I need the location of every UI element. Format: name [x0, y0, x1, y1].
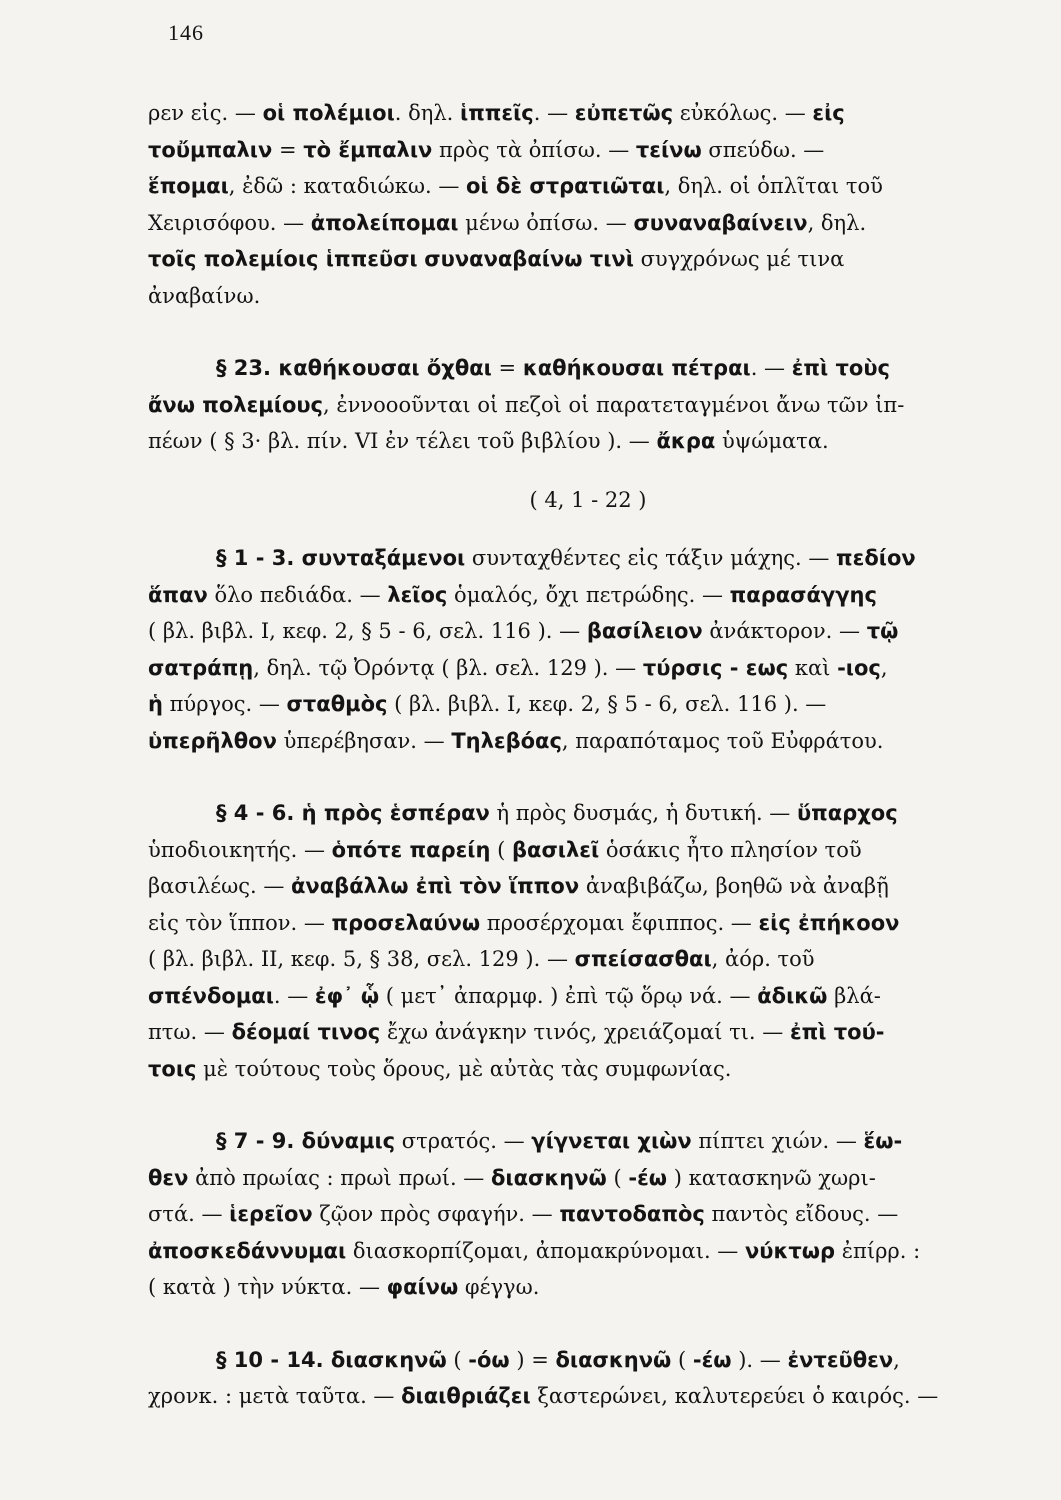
gloss-text: ζῷον πρὸς σφαγήν. — [312, 1202, 560, 1226]
text-line [148, 1160, 1028, 1197]
headword: § 1 - 3. συνταξάμενοι [216, 546, 466, 570]
text-line [148, 350, 1028, 387]
headword: -ιος [837, 655, 881, 680]
gloss-text: ἀναβιβάζω, βοηθῶ νὰ ἀναβῇ [579, 874, 889, 898]
headword: ἄνω πολεμίους [148, 392, 324, 417]
gloss-text: ὁσάκις ἦτο πλησίον τοῦ [599, 837, 862, 862]
headword: γίγνεται χιὼν [531, 1129, 692, 1153]
headword: ὁπότε παρείη [331, 837, 491, 862]
text-line [148, 278, 1028, 315]
headword: οἱ πολέμιοι [262, 101, 395, 125]
headword: εἰς ἐπήκοον [758, 910, 900, 935]
gloss-text: καὶ [788, 655, 838, 680]
gloss-text: , ἐδῶ : καταδιώκω. — [228, 174, 466, 198]
gloss-text: πέων ( § 3· βλ. πίν. VI ἐν τέλει τοῦ βιβλίου ). — [148, 429, 657, 453]
headword: ἐφ᾽ ᾧ [314, 983, 380, 1008]
gloss-text: ἀνάκτορον. — [702, 619, 867, 643]
headword: τὸ ἔμπαλιν [303, 137, 433, 162]
gloss-text: ὑπερέβησαν. — [276, 728, 452, 753]
gloss-text: = [491, 356, 523, 380]
gloss-text: , ἀόρ. τοῦ [711, 947, 815, 971]
headword: ἐπὶ τού- [789, 1020, 885, 1044]
headword: -όω [468, 1347, 510, 1372]
gloss-text: εὐκόλως. — [673, 101, 813, 125]
gloss-text: πτω. — [148, 1020, 232, 1044]
gloss-text: ( κατὰ ) τὴν νύκτα. — [148, 1275, 387, 1299]
headword: βασιλεῖ [511, 837, 600, 862]
text-line [148, 577, 1028, 614]
gloss-text: , δηλ. τῷ Ὀρόντᾳ ( βλ. σελ. 129 ). — [253, 655, 643, 680]
headword: ἐντεῦθεν [787, 1347, 894, 1372]
gloss-text: ἔχω ἀνάγκην τινός, χρειάζομαί τι. — [380, 1020, 790, 1044]
text-line [148, 1342, 1028, 1379]
text-line [148, 540, 1028, 577]
headword: εἰς [812, 101, 845, 125]
headword: θεν [148, 1165, 189, 1190]
headword: ἕπομαι [148, 174, 229, 198]
headword: διασκηνῶ [490, 1165, 607, 1190]
text-line [148, 423, 1028, 460]
headword: ἐπὶ τοὺς [791, 356, 890, 380]
paragraph-gap [148, 460, 1028, 482]
headword: ἀναβάλλω ἐπὶ τὸν ἵππον [291, 874, 580, 898]
gloss-text: ( [490, 837, 512, 862]
gloss-text: ) κατασκηνῶ χωρι- [667, 1165, 876, 1190]
headword: βασίλειον [586, 619, 703, 643]
gloss-text: ) = [509, 1347, 556, 1372]
text-line [148, 1196, 1028, 1233]
headword: ἄκρα [656, 429, 716, 453]
paragraph-gap [148, 759, 1028, 795]
headword: τύρσις - εως [642, 655, 789, 680]
gloss-text: ἐπίρρ. : [835, 1238, 921, 1263]
headword: Τηλεβόας [451, 728, 562, 753]
headword: ἱππεῖς [460, 101, 534, 125]
gloss-text: προσέρχομαι ἔφιππος. — [480, 910, 759, 935]
headword: διασκηνῶ [555, 1347, 672, 1372]
gloss-text: , δηλ. οἱ ὁπλῖται τοῦ [664, 174, 883, 198]
gloss-text: = [272, 137, 304, 162]
headword: σταθμὸς [286, 692, 388, 716]
paragraph-gap [148, 1087, 1028, 1123]
gloss-text: ( βλ. βιβλ. Ι, κεφ. 2, § 5 - 6, σελ. 116 ). — [387, 692, 827, 716]
gloss-text: μὲ τούτους τοὺς ὅρους, μὲ αὐτὰς τὰς συμφωνίας. [196, 1056, 732, 1081]
text-line [148, 387, 1028, 424]
text-line [148, 168, 1028, 205]
gloss-text: παντὸς εἴδους. — [704, 1202, 899, 1226]
headword: φαίνω [386, 1275, 459, 1299]
headword: § 23. καθήκουσαι ὄχθαι [216, 356, 492, 380]
gloss-text: πρὸς τὰ ὀπίσω. — [432, 137, 636, 162]
gloss-text: ( βλ. βιβλ. ΙΙ, κεφ. 5, § 38, σελ. 129 ). — [148, 947, 575, 971]
headword: τῷ [866, 619, 899, 643]
text-line [148, 1269, 1028, 1306]
gloss-text: μένω ὀπίσω. — [458, 210, 634, 235]
gloss-text: πίπτει χιών. — [691, 1129, 864, 1153]
text-line [148, 205, 1028, 242]
headword: οἱ δὲ στρατιῶται [466, 174, 665, 198]
gloss-text: ( μετ᾽ ἀπαρμφ. ) ἐπὶ τῷ ὅρῳ νά. — [379, 983, 758, 1008]
text-line [148, 1014, 1028, 1051]
headword: διαιθριάζει [401, 1384, 531, 1408]
gloss-text: , παραπόταμος τοῦ Εὐφράτου. [561, 728, 884, 753]
gloss-text: στρατός. — [395, 1129, 532, 1153]
gloss-text: ( [446, 1347, 469, 1372]
headword: § 4 - 6. ἡ πρὸς ἑσπέραν [216, 801, 490, 825]
gloss-text: βασιλέως. — [148, 874, 291, 898]
gloss-text: ὑποδιοικητής. — [148, 837, 332, 862]
text-line [148, 723, 1028, 760]
text-line [148, 1123, 1028, 1160]
headword: παρασάγγης [729, 582, 877, 607]
gloss-text: . — [533, 101, 575, 125]
text-line [148, 795, 1028, 832]
text-line [148, 482, 1028, 519]
text-line [148, 613, 1028, 650]
gloss-text: ὅλο πεδιάδα. — [207, 582, 388, 607]
headword: δέομαί τινος [231, 1020, 381, 1044]
gloss-text: ἡ πρὸς δυσμάς, ἡ δυτική. — [489, 801, 797, 825]
headword: σπένδομαι [148, 983, 274, 1008]
gloss-text: ξαστερώνει, καλυτερεύει ὁ καιρός. — [530, 1384, 939, 1408]
gloss-text: Χειρισόφου. — [148, 210, 311, 235]
page-number: 146 [168, 20, 204, 45]
gloss-text: ἀπὸ πρωίας : πρωὶ πρωί. — [188, 1165, 491, 1190]
headword: καθήκουσαι πέτραι [522, 356, 751, 380]
gloss-text: ρεν εἰς. — [148, 101, 263, 125]
headword: συναναβαίνειν [633, 210, 808, 235]
headword: σατράπῃ [148, 655, 254, 680]
gloss-text: , δηλ. [807, 210, 867, 235]
gloss-text: φέγγω. [458, 1275, 540, 1299]
gloss-text: , [893, 1347, 900, 1372]
headword: σπείσασθαι [574, 947, 712, 971]
gloss-text: ( 4, 1 - 22 ) [529, 487, 647, 512]
glossary-text [148, 95, 1028, 1415]
headword: ἀποσκεδάννυμαι [148, 1238, 347, 1263]
headword: παντοδαπὸς [559, 1202, 705, 1226]
gloss-text: πύργος. — [162, 692, 287, 716]
gloss-text: . — [273, 983, 315, 1008]
text-line [148, 132, 1028, 169]
headword: ἅπαν [148, 582, 208, 607]
gloss-text: ). — [731, 1347, 788, 1372]
headword: ὑπερῆλθον [148, 728, 277, 753]
headword: ἕω- [863, 1129, 903, 1153]
text-line [148, 1378, 1028, 1415]
gloss-text: εἰς τὸν ἵππον. — [148, 910, 332, 935]
gloss-text: ( [671, 1347, 693, 1372]
gloss-text: , [880, 655, 888, 680]
gloss-text: ( βλ. βιβλ. Ι, κεφ. 2, § 5 - 6, σελ. 116 ). — [148, 619, 587, 643]
text-line [148, 241, 1028, 278]
headword: -έω [692, 1347, 732, 1372]
gloss-text: ὁμαλός, ὄχι πετρώδης. — [447, 582, 730, 607]
gloss-text: στά. — [148, 1202, 230, 1226]
gloss-text: σπεύδω. — [701, 137, 825, 162]
headword: τοὔμπαλιν [148, 137, 273, 162]
headword: τοις [148, 1056, 197, 1081]
headword: ἱερεῖον [229, 1202, 313, 1226]
headword: εὐπετῶς [574, 101, 674, 125]
text-line [148, 95, 1028, 132]
gloss-text: , ἐννοοοῦνται οἱ πεζοὶ οἱ παρατεταγμένοι ἄνω τῶν ἱπ- [323, 392, 905, 417]
gloss-text: . δηλ. [394, 101, 461, 125]
headword: πεδίον [836, 546, 916, 570]
paragraph-gap [148, 314, 1028, 350]
headword: ἡ [148, 692, 163, 716]
text-line [148, 941, 1028, 978]
headword: ἀπολείπομαι [310, 210, 459, 235]
paragraph-gap [148, 518, 1028, 540]
paragraph-gap [148, 1306, 1028, 1342]
gloss-text: ἀναβαίνω. [148, 283, 261, 308]
gloss-text: ( [606, 1165, 629, 1190]
headword: ὕπαρχος [796, 801, 898, 825]
headword: προσελαύνω [331, 910, 481, 935]
gloss-text: συνταχθέντες εἰς τάξιν μάχης. — [465, 546, 837, 570]
gloss-text: χρονκ. : μετὰ ταῦτα. — [148, 1384, 402, 1408]
text-line [148, 1233, 1028, 1270]
text-line [148, 686, 1028, 723]
headword: § 10 - 14. διασκηνῶ [216, 1347, 447, 1372]
headword: τοῖς πολεμίοις ἱππεῦσι [148, 247, 418, 271]
text-line [148, 978, 1028, 1015]
headword: συναναβαίνω τινὶ [424, 247, 634, 271]
headword: § 7 - 9. δύναμις [216, 1129, 396, 1153]
headword: λεῖος [387, 582, 448, 607]
headword: -έω [628, 1165, 668, 1190]
gloss-text: . — [750, 356, 792, 380]
text-line [148, 650, 1028, 687]
headword: νύκτωρ [745, 1238, 836, 1263]
gloss-text: συγχρόνως μέ τινα [633, 247, 845, 271]
gloss-text: ὑψώματα. [715, 429, 829, 453]
headword: ἀδικῶ [757, 983, 828, 1008]
text-line [148, 905, 1028, 942]
text-line [148, 1051, 1028, 1088]
text-line [148, 832, 1028, 869]
gloss-text: βλά- [827, 983, 881, 1008]
text-line [148, 868, 1028, 905]
headword: τείνω [635, 137, 702, 162]
gloss-text: διασκορπίζομαι, ἀπομακρύνομαι. — [346, 1238, 745, 1263]
